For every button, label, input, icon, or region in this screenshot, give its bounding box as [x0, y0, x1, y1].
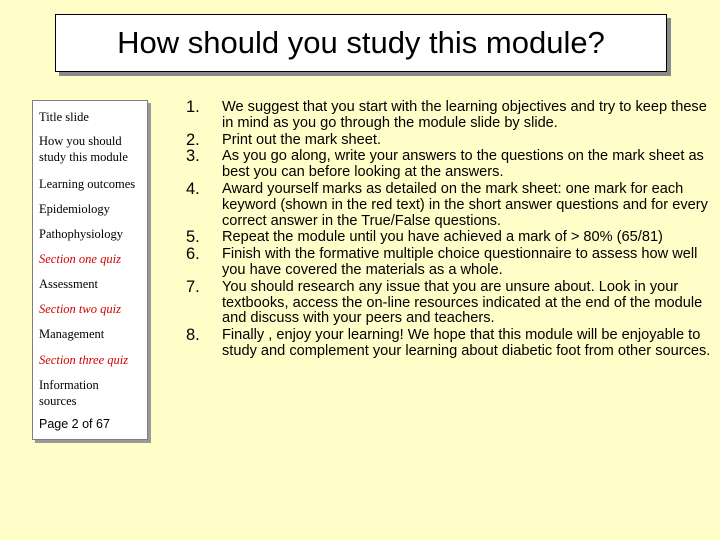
step-text: As you go along, write your answers to the questions on the mark sheet as best you can before looking at the answers. — [222, 148, 704, 181]
step-number: 2. — [186, 130, 200, 149]
nav-item-learning-outcomes[interactable]: Learning outcomes — [39, 177, 136, 191]
list-item — [186, 179, 716, 229]
step-text: Print out the mark sheet. — [222, 131, 381, 148]
step-number: 4. — [186, 179, 200, 198]
list-item — [186, 149, 716, 181]
step-number: 7. — [186, 277, 200, 296]
nav-item-epidemiology[interactable]: Epidemiology — [39, 202, 110, 216]
step-number: 5. — [186, 228, 200, 247]
slide-title: How should you study this module? — [117, 25, 605, 60]
slide-title-box — [55, 14, 667, 72]
navigation-sidebar — [32, 100, 148, 440]
step-text: Finally , enjoy your learning! We hope that this module will be enjoyable to study and complement your learning about diabetic foot from other sources. — [222, 327, 711, 359]
page-counter: Page 2 of 67 — [39, 417, 110, 431]
list-item — [186, 130, 716, 149]
step-text: Finish with the formative multiple choice questionnaire to assess how well you have covered the materials as a whole. — [222, 246, 698, 278]
nav-item-management[interactable]: Management — [39, 327, 105, 341]
nav-item-section-two-quiz[interactable]: Section two quiz — [39, 302, 121, 316]
list-item — [186, 100, 716, 132]
study-steps-list — [186, 100, 716, 361]
nav-item-section-three-quiz[interactable]: Section three quiz — [39, 353, 129, 367]
nav-item-section-one-quiz[interactable]: Section one quiz — [39, 252, 121, 266]
list-item — [186, 247, 716, 279]
list-item — [186, 277, 716, 327]
nav-item-how-to-study[interactable]: How you should study this module — [39, 134, 128, 164]
nav-item-information-sources[interactable]: Information sources — [39, 378, 99, 408]
step-text: Award yourself marks as detailed on the mark sheet: one mark for each keyword (shown in the red text) in the short answer questions and for every correct answer in the True/False questions. — [222, 180, 708, 229]
step-number: 1. — [186, 98, 200, 116]
step-number: 8. — [186, 326, 200, 345]
nav-item-assessment[interactable]: Assessment — [39, 277, 99, 291]
step-text: Repeat the module until you have achieved a mark of > 80% (65/81) — [222, 229, 663, 246]
step-text: We suggest that you start with the learning objectives and try to keep these in mind as you go through the module slide by slide. — [222, 99, 707, 131]
step-text: You should research any issue that you are unsure about. Look in your textbooks, access the on-line resources indicated at the end of the module and discuss with your peers and teachers. — [222, 278, 703, 327]
nav-item-pathophysiology[interactable]: Pathophysiology — [39, 227, 124, 241]
list-item — [186, 328, 716, 360]
step-number: 6. — [186, 245, 200, 264]
list-item — [186, 230, 716, 246]
step-number: 3. — [186, 147, 200, 166]
nav-item-title-slide[interactable]: Title slide — [39, 110, 89, 124]
